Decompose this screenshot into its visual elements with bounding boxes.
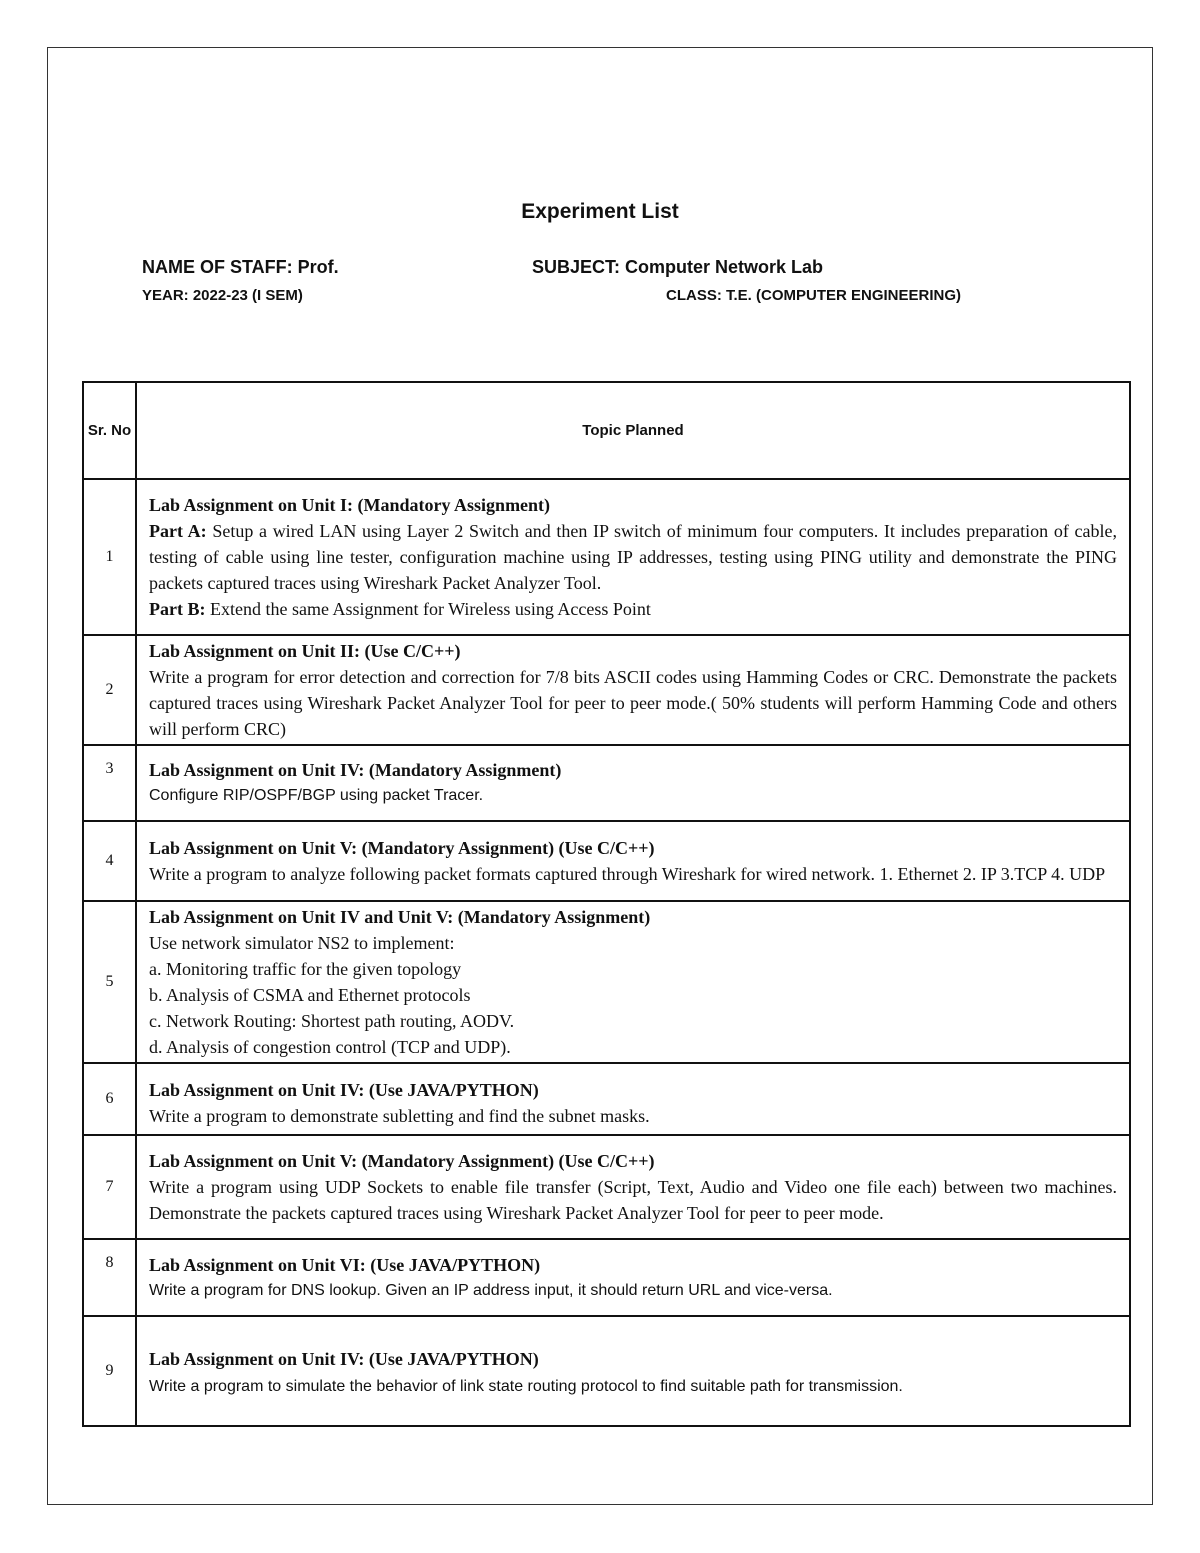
assignment-text: Configure RIP/OSPF/BGP using packet Tracer. [149,787,484,804]
list-item: b. Analysis of CSMA and Ethernet protocols [149,985,471,1005]
row-number: 7 [83,1135,136,1239]
table-row [83,1063,1130,1135]
assignment-text: Write a program using UDP Sockets to enable file transfer (Script, Text, Audio and Video one file each) between two machines. Demonstrate the packets captured traces using Wireshark Packet Analyzer Tool for peer to peer mode. [149,1177,1117,1223]
topic-cell [136,1135,1130,1239]
table-row [83,635,1130,745]
assignment-text: Write a program to demonstrate subletting and find the subnet masks. [149,1106,650,1126]
row-number: 6 [83,1063,136,1135]
assignment-heading: Lab Assignment on Unit VI: (Use JAVA/PYTHON) [149,1254,541,1275]
part-a [149,518,1117,596]
row-number: 4 [83,821,136,901]
topic-cell [136,745,1130,821]
page-title: Experiment List [521,200,679,223]
table-row [83,901,1130,1063]
assignment-heading: Lab Assignment on Unit I: (Mandatory Assignment) [149,495,551,515]
list-item: c. Network Routing: Shortest path routing, AODV. [149,1011,515,1031]
subject: SUBJECT: Computer Network Lab [532,257,824,277]
assignment-heading: Lab Assignment on Unit IV: (Use JAVA/PYTHON) [149,1080,539,1100]
part-b-text: Extend the same Assignment for Wireless using Access Point [209,599,651,619]
row-number: 3 [83,745,136,821]
row-number: 1 [83,479,136,635]
assignment-text: Write a program for DNS lookup. Given an IP address input, it should return URL and vice-versa. [149,1281,833,1299]
assignment-heading: Lab Assignment on Unit V: (Mandatory Assignment) (Use C/C++) [149,1151,655,1171]
class-name: CLASS: T.E. (COMPUTER ENGINEERING) [666,287,962,304]
header-topic: Topic Planned [136,382,1130,479]
experiment-table [82,381,1131,1427]
topic-cell [136,1063,1130,1135]
assignment-heading: Lab Assignment on Unit V: (Mandatory Assignment) (Use C/C++) [149,838,655,858]
list-item: Use network simulator NS2 to implement: [149,933,455,953]
table-row [83,1316,1130,1426]
topic-cell [136,901,1130,1063]
row-number: 9 [83,1316,136,1426]
table-row [83,479,1130,635]
part-a-label: Part A: [149,521,207,541]
list-item: d. Analysis of congestion control (TCP and UDP). [149,1037,511,1057]
topic-cell [136,1316,1130,1426]
staff-name: NAME OF STAFF: Prof. [142,257,339,277]
assignment-heading: Lab Assignment on Unit IV: (Use JAVA/PYTHON) [149,1349,539,1369]
academic-year: YEAR: 2022-23 (I SEM) [142,287,303,304]
table-row [83,821,1130,901]
topic-cell [136,821,1130,901]
part-b-label: Part B: [149,599,206,619]
assignment-text: Write a program for error detection and correction for 7/8 bits ASCII codes using Hamming Codes or CRC. Demonstrate the packets captured traces using Wireshark Packet Analyzer Tool for peer to peer mode.( 50% students will perform Hamming Code and others will perform CRC) [149,667,1117,739]
assignment-heading: Lab Assignment on Unit IV and Unit V: (Mandatory Assignment) [149,907,651,927]
part-b [149,596,1117,622]
row-number: 2 [83,635,136,745]
list-item: a. Monitoring traffic for the given topology [149,959,462,979]
topic-cell [136,1239,1130,1316]
table-row [83,745,1130,821]
topic-cell [136,635,1130,745]
assignment-heading: Lab Assignment on Unit II: (Use C/C++) [149,641,461,661]
assignment-text: Write a program to analyze following packet formats captured through Wireshark for wired network. 1. Ethernet 2. IP 3.TCP 4. UDP [149,864,1106,884]
table-header-row [83,382,1130,479]
assignment-text: Write a program to simulate the behavior of link state routing protocol to find suitable path for transmission. [149,1378,903,1395]
table-row [83,1239,1130,1316]
row-number: 5 [83,901,136,1063]
assignment-heading: Lab Assignment on Unit IV: (Mandatory Assignment) [149,760,562,780]
row-number: 8 [83,1239,136,1316]
table-row [83,1135,1130,1239]
header-sr-no: Sr. No [83,382,136,479]
topic-cell [136,479,1130,635]
part-a-text: Setup a wired LAN using Layer 2 Switch and then IP switch of minimum four computers. It includes preparation of cable, testing of cable using line tester, configuration machine using IP addresses, testing using PING utility and demonstrate the PING packets captured traces using Wireshark Packet Analyzer Tool. [149,521,1118,593]
